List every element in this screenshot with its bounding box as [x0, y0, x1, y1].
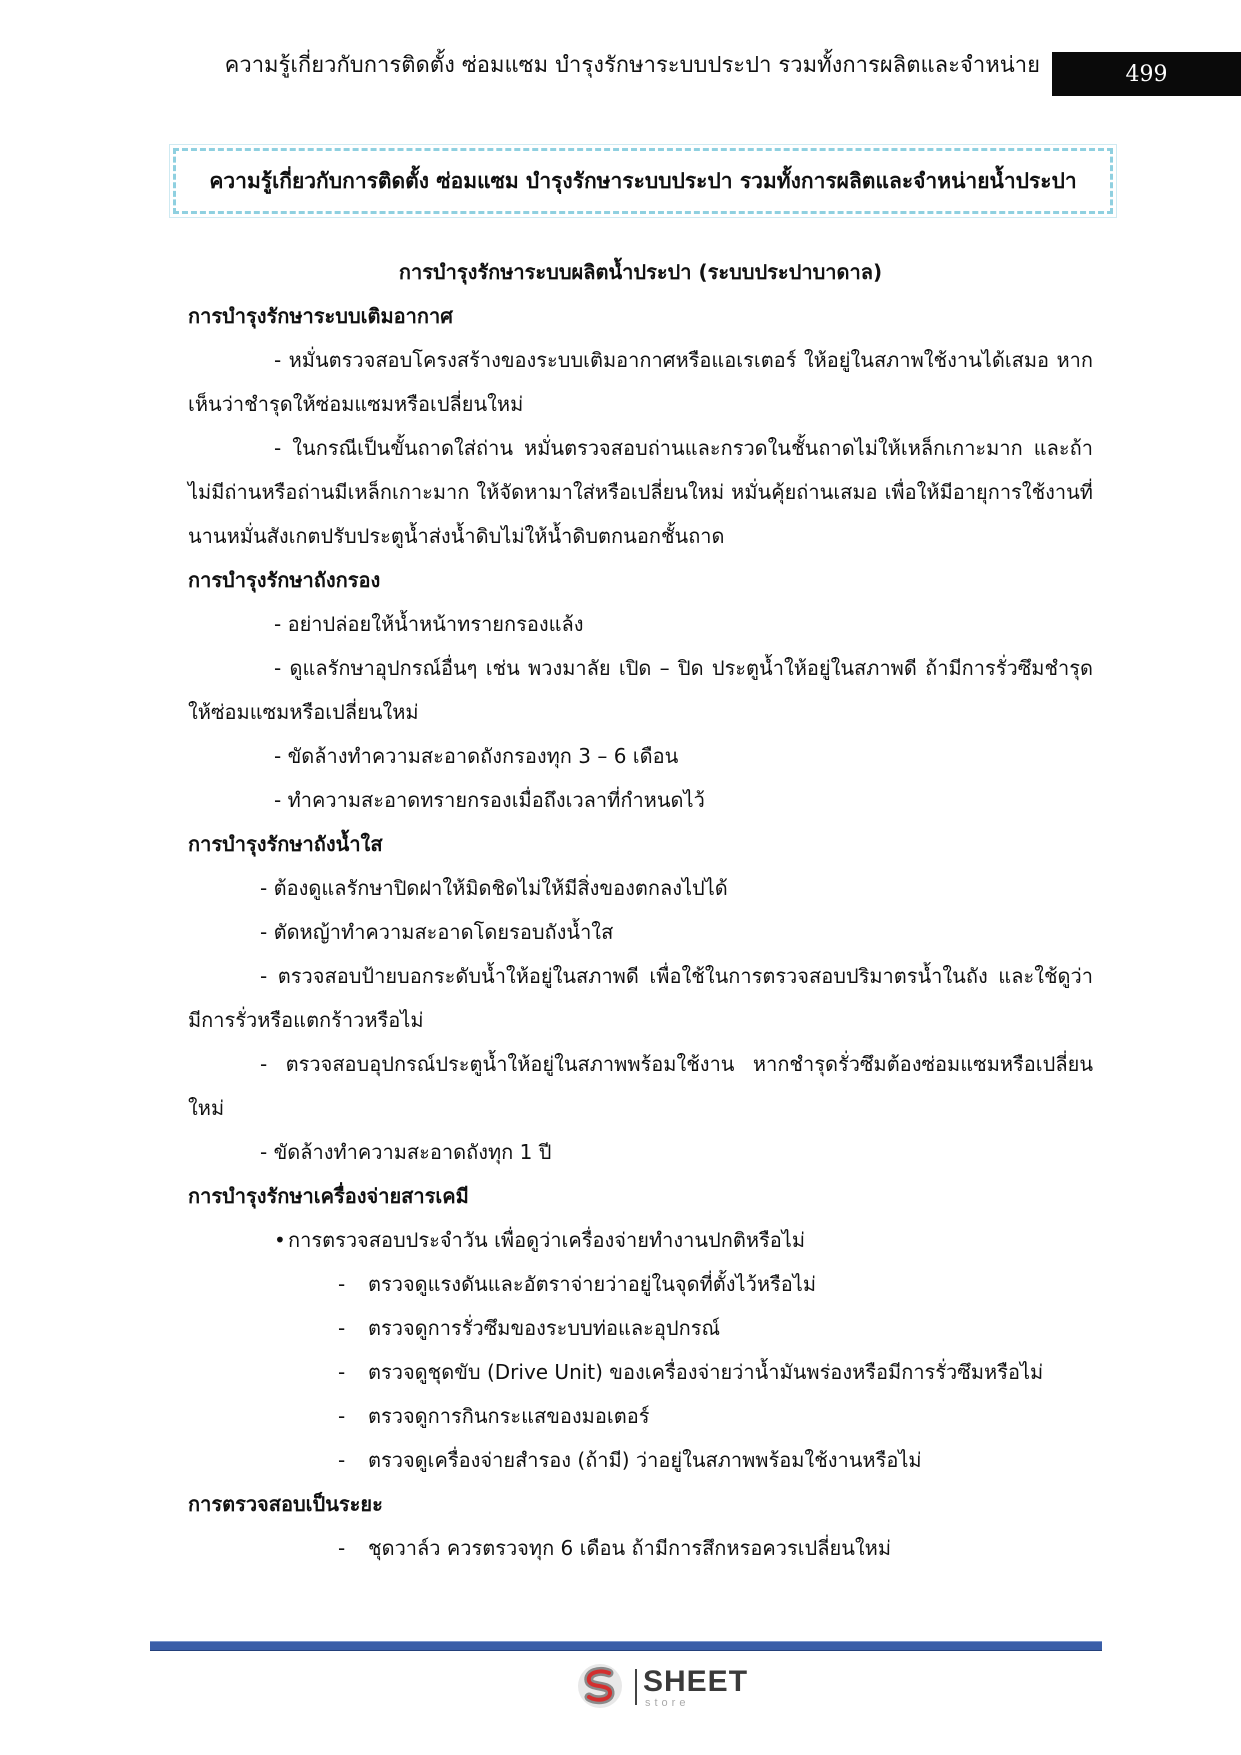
logo-brand-text: SHEET — [643, 1665, 749, 1698]
paragraph: - ขัดล้างทำความสะอาดถังกรองทุก 3 – 6 เดือน — [274, 744, 679, 768]
list-item — [188, 1438, 1093, 1482]
paragraph: - ดูแลรักษาอุปกรณ์อื่นๆ เช่น พวงมาลัย เปิด – ปิด ประตูน้ำให้อยู่ในสภาพดี ถ้ามีการรั่วซึมชำรุดให้ซ่อมแซมหรือเปลี่ยนใหม่ — [188, 656, 1093, 724]
heading-chemical-feeder: การบำรุงรักษาเครื่องจ่ายสารเคมี — [188, 1184, 469, 1208]
dash-icon: - — [338, 1448, 346, 1472]
paragraph: - อย่าปล่อยให้น้ำหน้าทรายกรองแล้ง — [274, 612, 584, 636]
footer-rule — [150, 1641, 1102, 1651]
document-body — [188, 250, 1093, 1570]
paragraph: - ต้องดูแลรักษาปิดฝาให้มิดชิดไม่ให้มีสิ่งของตกลงไปได้ — [260, 876, 728, 900]
paragraph: - ทำความสะอาดทรายกรองเมื่อถึงเวลาที่กำหนดไว้ — [274, 788, 705, 812]
chapter-banner: ความรู้เกี่ยวกับการติดตั้ง ซ่อมแซม บำรุงรักษาระบบประปา รวมทั้งการผลิตและจำหน่ายน้ำประปา — [173, 148, 1113, 214]
list-item-text: ชุดวาล์ว ควรตรวจทุก 6 เดือน ถ้ามีการสึกหรอควรเปลี่ยนใหม่ — [368, 1536, 892, 1560]
list-item — [188, 1306, 1093, 1350]
page-number: 499 — [1052, 52, 1241, 96]
bullet-text: การตรวจสอบประจำวัน เพื่อดูว่าเครื่องจ่ายทำงานปกติหรือไม่ — [288, 1228, 806, 1252]
bullet-icon: • — [274, 1228, 286, 1252]
sheet-store-logo-icon — [575, 1661, 625, 1711]
dash-icon: - — [338, 1272, 346, 1296]
logo-sub-text: store — [645, 1697, 690, 1709]
list-item-text: ตรวจดูเครื่องจ่ายสำรอง (ถ้ามี) ว่าอยู่ในสภาพพร้อมใช้งานหรือไม่ — [368, 1448, 922, 1472]
list-item — [188, 1394, 1093, 1438]
dash-icon: - — [338, 1536, 346, 1560]
sheet-store-logo — [575, 1661, 749, 1711]
logo-separator — [635, 1669, 637, 1705]
list-item — [188, 1350, 1093, 1394]
paragraph: - ขัดล้างทำความสะอาดถังทุก 1 ปี — [260, 1140, 552, 1164]
heading-filter-tank: การบำรุงรักษาถังกรอง — [188, 568, 381, 592]
list-item — [188, 1526, 1093, 1570]
bullet-item — [188, 1218, 1093, 1262]
paragraph: - ตัดหญ้าทำความสะอาดโดยรอบถังน้ำใส — [260, 920, 614, 944]
dash-icon: - — [338, 1316, 346, 1340]
paragraph: - ในกรณีเป็นขั้นถาดใส่ถ่าน หมั่นตรวจสอบถ่านและกรวดในชั้นถาดไม่ให้เหล็กเกาะมาก และถ้าไม่มีถ่านหรือถ่านมีเหล็กเกาะมาก ให้จัดหามาใส่หรือเปลี่ยนใหม่ หมั่นคุ้ยถ่านเสมอ เพื่อให้มีอายุการใช้งานที่นานหมั่นสังเกตปรับประตูน้ำส่งน้ำดิบไม่ให้น้ำดิบตกนอกชั้นถาด — [188, 436, 1093, 548]
list-item-text: ตรวจดูการกินกระแสของมอเตอร์ — [368, 1404, 650, 1428]
heading-aeration: การบำรุงรักษาระบบเติมอากาศ — [188, 304, 453, 328]
list-item-text: ตรวจดูการรั่วซึมของระบบท่อและอุปกรณ์ — [368, 1316, 721, 1340]
heading-clear-water-tank: การบำรุงรักษาถังน้ำใส — [188, 832, 383, 856]
list-item-text: ตรวจดูชุดขับ (Drive Unit) ของเครื่องจ่ายว่าน้ำมันพร่องหรือมีการรั่วซึมหรือไม่ — [368, 1360, 1044, 1384]
paragraph: - หมั่นตรวจสอบโครงสร้างของระบบเติมอากาศหรือแอเรเตอร์ ให้อยู่ในสภาพใช้งานได้เสมอ หากเห็นว่าชำรุดให้ซ่อมแซมหรือเปลี่ยนใหม่ — [188, 348, 1093, 416]
list-item — [188, 1262, 1093, 1306]
section-title: การบำรุงรักษาระบบผลิตน้ำประปา (ระบบประปาบาดาล) — [398, 260, 883, 284]
paragraph: - ตรวจสอบป้ายบอกระดับน้ำให้อยู่ในสภาพดี เพื่อใช้ในการตรวจสอบปริมาตรน้ำในถัง และใช้ดูว่ามีการรั่วหรือแตกร้าวหรือไม่ — [188, 964, 1093, 1032]
running-title: ความรู้เกี่ยวกับการติดตั้ง ซ่อมแซม บำรุงรักษาระบบประปา รวมทั้งการผลิตและจำหน่าย — [224, 53, 1040, 78]
dash-icon: - — [338, 1404, 346, 1428]
dash-icon: - — [338, 1360, 346, 1384]
paragraph: - ตรวจสอบอุปกรณ์ประตูน้ำให้อยู่ในสภาพพร้อมใช้งาน หากชำรุดรั่วซึมต้องซ่อมแซมหรือเปลี่ยนใหม่ — [188, 1052, 1093, 1120]
heading-periodic-inspection: การตรวจสอบเป็นระยะ — [188, 1492, 383, 1516]
list-item-text: ตรวจดูแรงดันและอัตราจ่ายว่าอยู่ในจุดที่ตั้งไว้หรือไม่ — [368, 1272, 816, 1296]
